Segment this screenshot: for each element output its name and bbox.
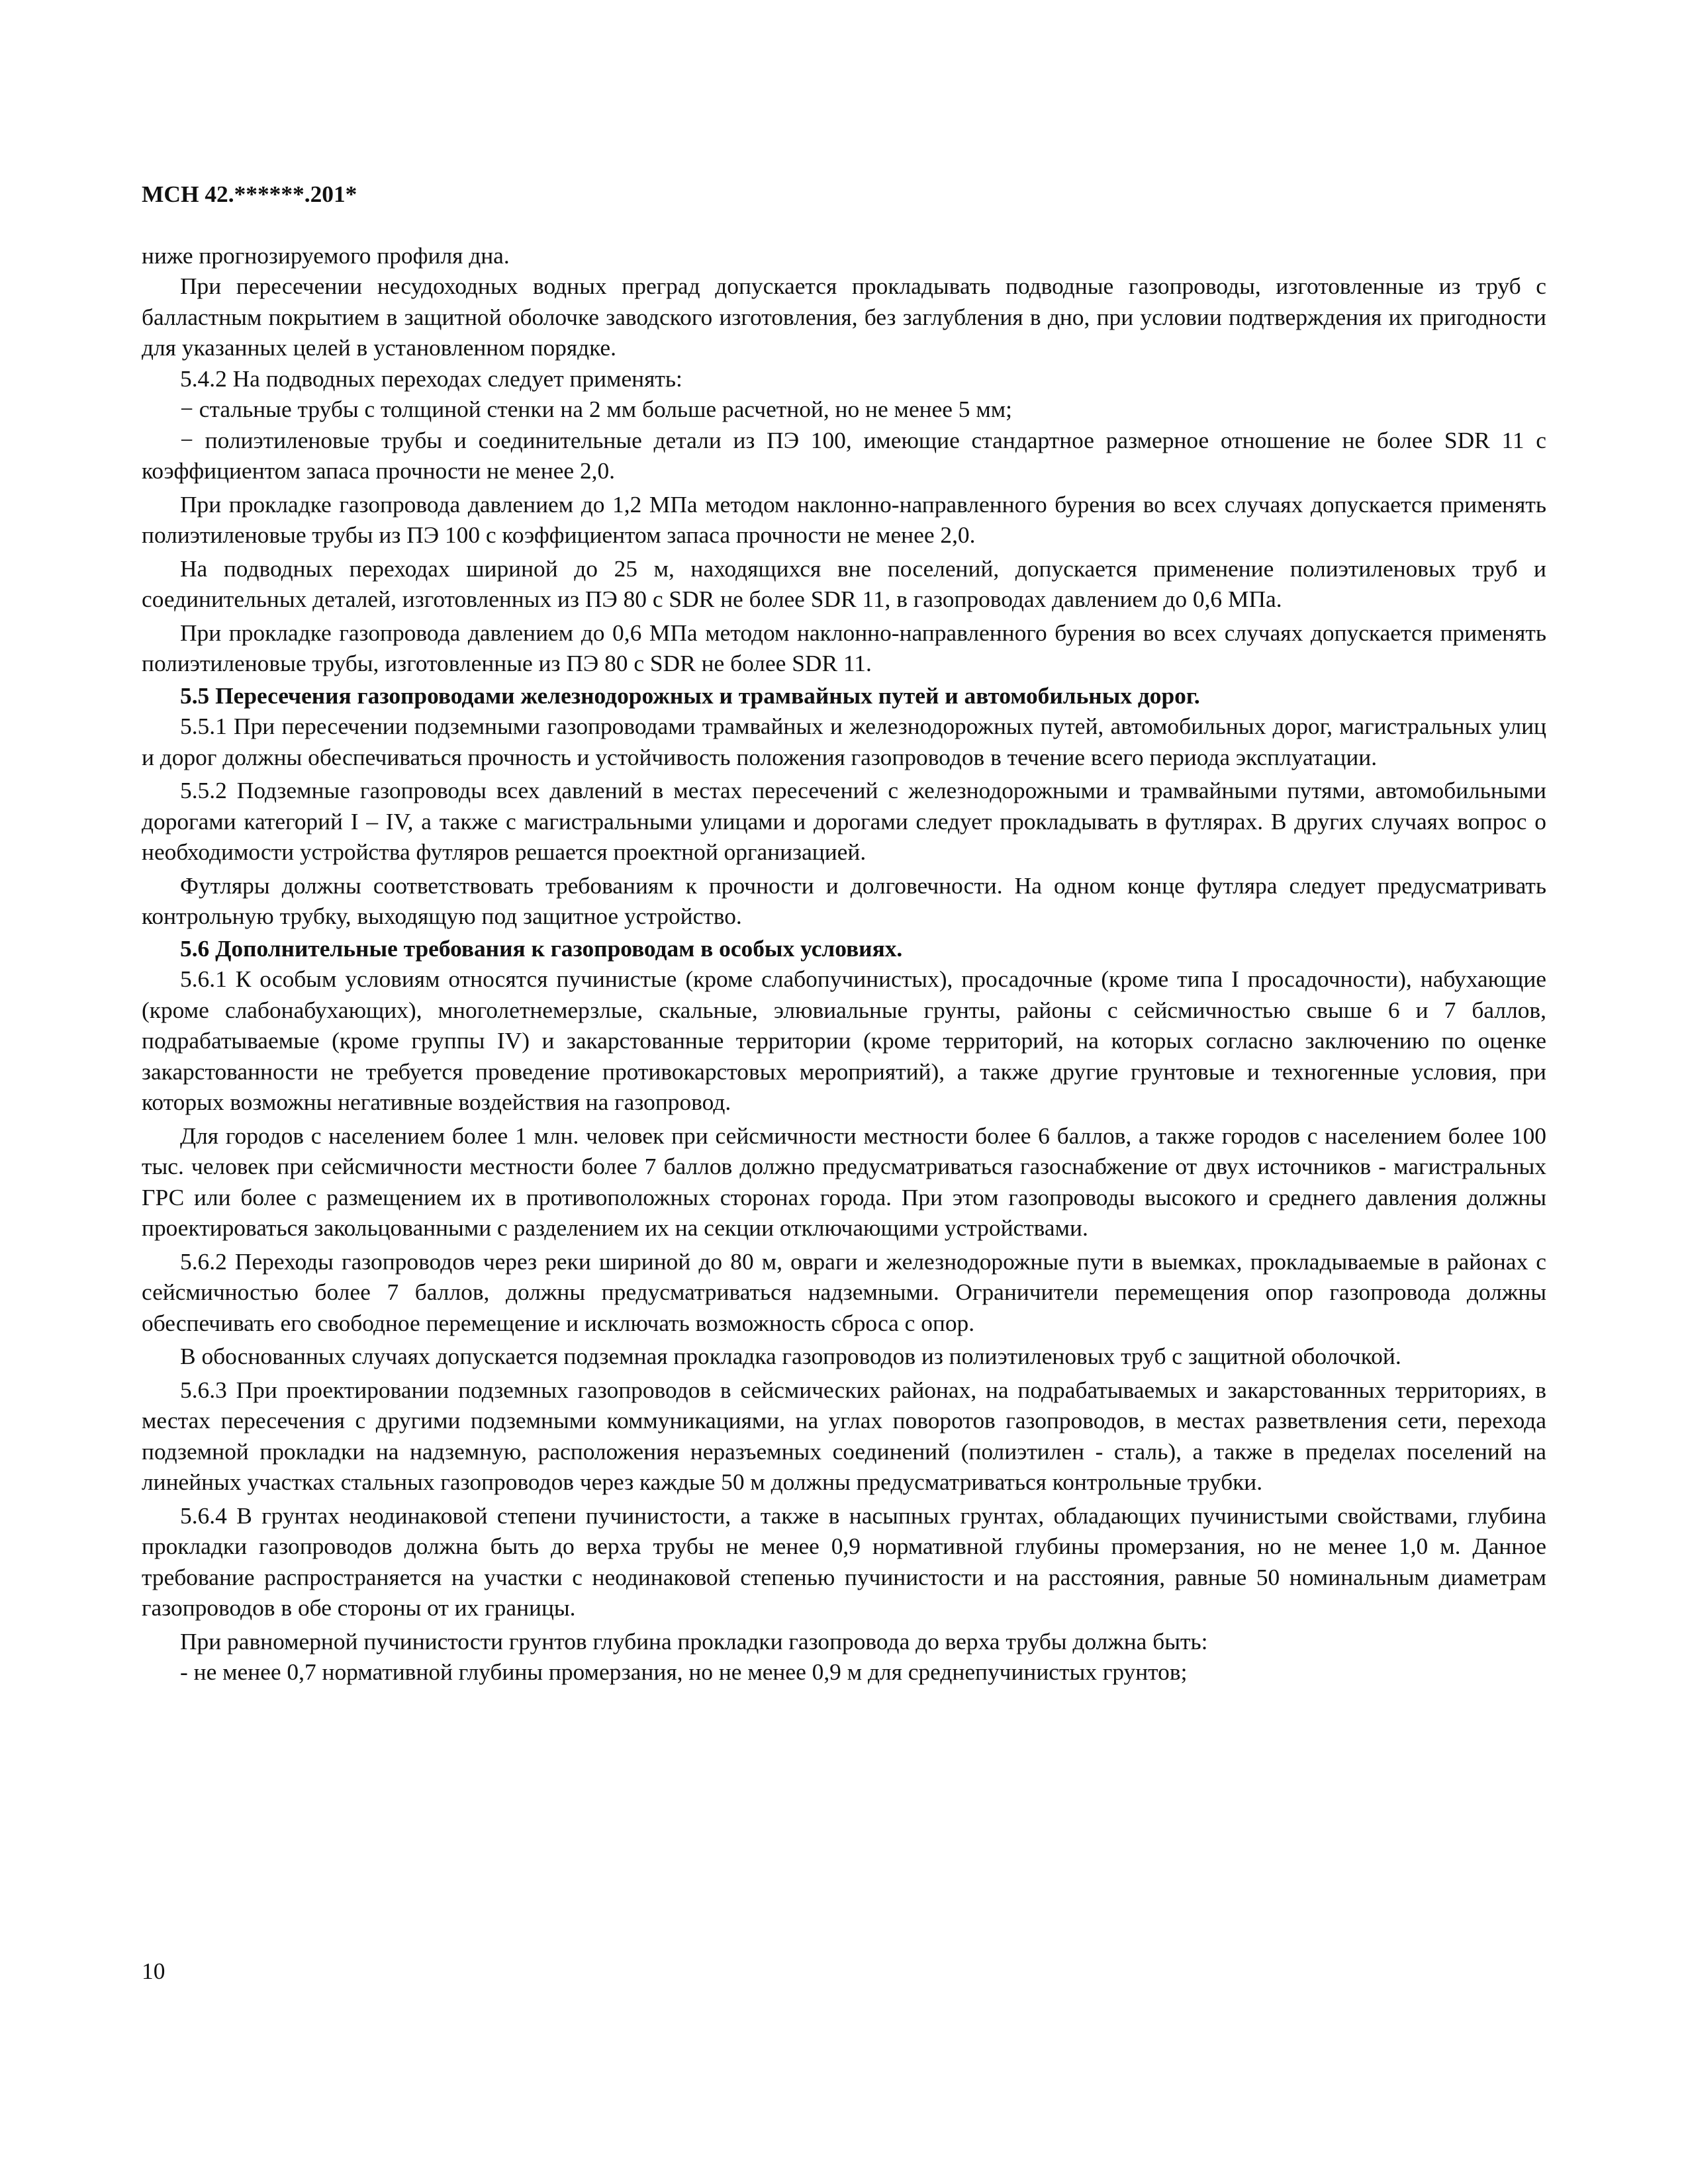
section-heading-5-6: 5.6 Дополнительные требования к газопроводам в особых условиях. [180, 934, 903, 962]
document-code: МСН 42.******.201* [142, 181, 357, 207]
paragraph: Футляры должны соответствовать требованиям к прочности и долговечности. На одном конце футляра следует предусматривать контрольную трубку, выходящую под защитное устройство. [142, 872, 1546, 929]
clause-5-5-1: 5.5.1 При пересечении подземными газопроводами трамвайных и железнодорожных путей, автомобильных дорог, магистральных улиц и дорог должны обеспечиваться прочность и устойчивость положения газопроводов в течение всего периода эксплуатации. [142, 713, 1546, 770]
list-item: - не менее 0,7 нормативной глубины промерзания, но не менее 0,9 м для среднепучинистых грунтов; [180, 1659, 1188, 1685]
page-number: 10 [142, 1958, 165, 1984]
document-page [142, 179, 1546, 1688]
clause-5-6-4: 5.6.4 В грунтах неодинаковой степени пучинистости, а также в насыпных грунтах, обладающих пучинистыми свойствами, глубина прокладки газопроводов должна быть до верха трубы не менее 0,9 нормативной глубины промерзания, но не менее 1,0 м. Данное требование распространяется на участки с неодинаковой степенью пучинистости и на расстояния, равные 50 номинальным диаметрам газопроводов в обе стороны от их границы. [142, 1502, 1546, 1621]
clause-5-4-2: 5.4.2 На подводных переходах следует применять: [180, 365, 682, 392]
clause-5-6-2: 5.6.2 Переходы газопроводов через реки шириной до 80 м, овраги и железнодорожные пути в выемках, прокладываемые в районах с сейсмичностью более 7 баллов, должны предусматриваться надземными. Ограничители перемещения опор газопровода должны обеспечивать его свободное перемещение и исключать возможность сброса с опор. [142, 1248, 1546, 1336]
section-heading-5-5: 5.5 Пересечения газопроводами железнодорожных и трамвайных путей и автомобильных дорог. [180, 682, 1200, 709]
list-item: − стальные трубы с толщиной стенки на 2 мм больше расчетной, но не менее 5 мм; [180, 396, 1012, 422]
paragraph: При прокладке газопровода давлением до 1,2 МПа методом наклонно-направленного бурения во всех случаях допускается применять полиэтиленовые трубы из ПЭ 100 с коэффициентом запаса прочности не менее 2,0. [142, 490, 1546, 548]
paragraph: При равномерной пучинистости грунтов глубина прокладки газопровода до верха трубы должна быть: [180, 1627, 1208, 1655]
paragraph: Для городов с населением более 1 млн. человек при сейсмичности местности более 6 баллов, а также городов с населением более 100 тыс. человек при сейсмичности местности более 7 баллов должно предусматриваться газоснабжение от двух источников - магистральных ГРС или более с размещением их в противоположных сторонах города. При этом газопроводы высокого и среднего давления должны проектироваться закольцованными с разделением их на секции отключающими устройствами. [142, 1122, 1546, 1241]
list-item: − полиэтиленовые трубы и соединительные детали из ПЭ 100, имеющие стандартное размерное отношение не более SDR 11 с коэффициентом запаса прочности не менее 2,0. [142, 426, 1546, 484]
clause-5-5-2: 5.5.2 Подземные газопроводы всех давлений в местах пересечений с железнодорожными и трамвайными путями, автомобильными дорогами категорий I – IV, а также с магистральными улицами и дорогами следует прокладывать в футлярах. В других случаях вопрос о необходимости устройства футляров решается проектной организацией. [142, 777, 1546, 865]
paragraph: В обоснованных случаях допускается подземная прокладка газопроводов из полиэтиленовых труб с защитной оболочкой. [180, 1343, 1401, 1369]
paragraph: При пересечении несудоходных водных преград допускается прокладывать подводные газопроводы, изготовленные из труб с балластным покрытием в защитной оболочке заводского изготовления, без заглубления в дно, при условии подтверждения их пригодности для указанных целей в установленном порядке. [142, 273, 1546, 361]
clause-5-6-3: 5.6.3 При проектировании подземных газопроводов в сейсмических районах, на подрабатываемых и закарстованных территориях, в местах пересечения с другими подземными коммуникациями, на углах поворотов газопроводов, в местах разветвления сети, перехода подземной прокладки на надземную, расположения неразъемных соединений (полиэтилен - сталь), а также в пределах поселений на линейных участках стальных газопроводов через каждые 50 м должны предусматриваться контрольные трубки. [142, 1376, 1546, 1495]
clause-5-6-1: 5.6.1 К особым условиям относятся пучинистые (кроме слабопучинистых), просадочные (кроме типа I просадочности), набухающие (кроме слабонабухающих), многолетнемерзлые, скальные, элювиальные грунты, районы с сейсмичностью свыше 6 и 7 баллов, подрабатываемые (кроме группы IV) и закарстованные территории (кроме территорий, на которых согласно заключению по оценке закарстованности не требуется проведение противокарстовых мероприятий), а также другие грунтовые и техногенные условия, при которых возможны негативные воздействия на газопровод. [142, 966, 1546, 1115]
paragraph: На подводных переходах шириной до 25 м, находящихся вне поселений, допускается применение полиэтиленовых труб и соединительных деталей, изготовленных из ПЭ 80 с SDR не более SDR 11, в газопроводах давлением до 0,6 МПа. [142, 555, 1546, 612]
paragraph: При прокладке газопровода давлением до 0,6 МПа методом наклонно-направленного бурения во всех случаях допускается применять полиэтиленовые трубы, изготовленные из ПЭ 80 с SDR не более SDR 11. [142, 619, 1546, 676]
paragraph-continuation: ниже прогнозируемого профиля дна. [142, 242, 510, 269]
